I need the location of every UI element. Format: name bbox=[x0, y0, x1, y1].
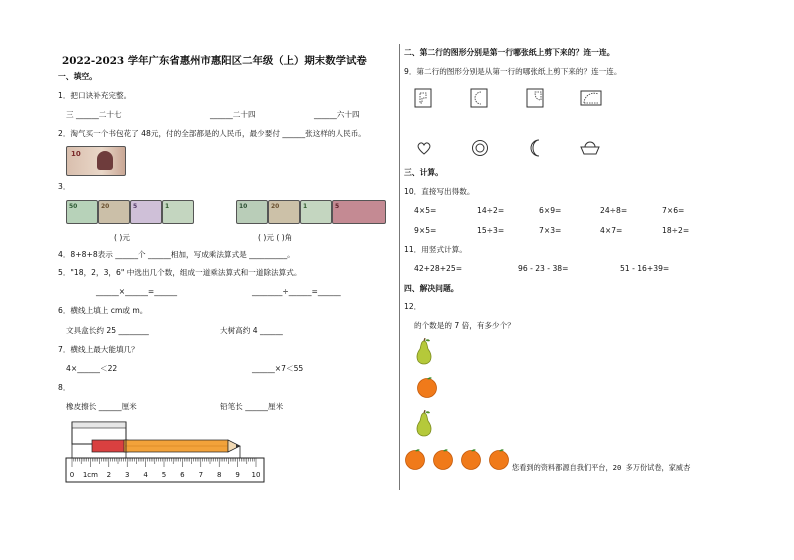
vertical-calc-1: 42+28+25= bbox=[414, 264, 463, 273]
vertical-calc-3: 51 - 16+39= bbox=[620, 264, 670, 273]
question-3-blank-1: ( )元 bbox=[114, 233, 130, 242]
question-11-text: 11．用竖式计算。 bbox=[404, 245, 467, 254]
watermark-text: 您看到的资料都源自我们平台，20 多万份试卷，家威杏 bbox=[512, 463, 691, 472]
calc-row1-5: 7×6= bbox=[662, 206, 685, 215]
question-12-text: 的个数是的 7 倍，有多少个？ bbox=[414, 321, 515, 330]
question-5-text: 5．"18，2，3，6" 中选出几个数，组成一道乘法算式和一道除法算式。 bbox=[58, 268, 302, 277]
question-10-text: 10．直接写出得数。 bbox=[404, 187, 475, 196]
question-5-equation-1: ______×______=______ bbox=[96, 287, 178, 296]
calc-row1-3: 6×9= bbox=[539, 206, 562, 215]
corner-square-icon bbox=[526, 88, 544, 108]
banknote-denomination: 10 bbox=[71, 150, 81, 158]
calc-row1-4: 24÷8= bbox=[600, 206, 628, 215]
calc-row2-5: 18÷2= bbox=[662, 226, 690, 235]
page-title: 2022-2023 学年广东省惠州市惠阳区二年级（上）期末数学试卷 bbox=[62, 55, 367, 67]
ruler-label: 4 bbox=[143, 471, 148, 479]
question-5-equation-2: ________÷______=______ bbox=[252, 287, 341, 296]
ruler-label: 3 bbox=[124, 471, 130, 479]
orange-icon-row-4 bbox=[488, 448, 510, 470]
ruler-illustration bbox=[64, 420, 274, 484]
arc-square-icon bbox=[470, 88, 488, 108]
pear-icon-2 bbox=[414, 410, 434, 438]
question-1-blank-c: ______六十四 bbox=[314, 110, 360, 119]
pear-icon bbox=[414, 338, 434, 366]
banknote-20-b: 20 bbox=[268, 200, 300, 224]
section-1-heading: 一、填空。 bbox=[58, 72, 97, 81]
banknote-20: 20 bbox=[98, 200, 130, 224]
question-8-eraser: 橡皮擦长 ______厘米 bbox=[66, 402, 137, 411]
banknote-1-b: 1 bbox=[300, 200, 332, 224]
banknote-50: 50 bbox=[66, 200, 98, 224]
question-6-blank-b: 大树高约 4 ______ bbox=[220, 326, 283, 335]
folded-square-icon bbox=[414, 88, 432, 108]
ruler-label: 8 bbox=[216, 471, 222, 479]
orange-icon bbox=[416, 376, 438, 398]
question-9-text: 9．第二行的图形分别是从第一行的哪张纸上剪下来的？连一连。 bbox=[404, 67, 622, 76]
section-3-heading: 三、计算。 bbox=[404, 168, 443, 177]
question-3-blank-2: ( )元 ( )角 bbox=[258, 233, 293, 242]
question-3-label: 3． bbox=[58, 182, 71, 191]
fan-rect-icon bbox=[580, 90, 602, 106]
calc-row2-3: 7×3= bbox=[539, 226, 562, 235]
question-6-blank-a: 文具盒长约 25 ________ bbox=[66, 326, 149, 335]
concentric-circle-icon bbox=[471, 139, 489, 157]
ruler-label: 9 bbox=[235, 471, 240, 479]
orange-icon-row-1 bbox=[404, 448, 426, 470]
section-4-heading: 四、解决问题。 bbox=[404, 284, 459, 293]
banknote-10-yuan bbox=[66, 146, 126, 176]
question-4-text: 4．8+8+8表示 ______个 ______相加，写成乘法算式是 __________。 bbox=[58, 250, 295, 259]
heart-icon bbox=[416, 140, 432, 156]
ruler-label: 0 bbox=[69, 471, 75, 479]
basket-icon bbox=[580, 140, 600, 156]
ruler-label: 7 bbox=[198, 471, 204, 479]
question-7-blank-b: ______×7＜55 bbox=[252, 364, 304, 373]
question-8-label: 8． bbox=[58, 383, 71, 392]
section-2-heading: 二、第二行的图形分别是第一行哪张纸上剪下来的？连一连。 bbox=[404, 48, 615, 57]
orange-icon-row-3 bbox=[460, 448, 482, 470]
ruler-label: 1cm bbox=[82, 471, 98, 479]
calc-row2-1: 9×5= bbox=[414, 226, 437, 235]
ruler-label: 5 bbox=[161, 471, 167, 479]
question-1-blank-b: ______二十四 bbox=[210, 110, 256, 119]
banknote-1: 1 bbox=[162, 200, 194, 224]
ruler-label: 6 bbox=[180, 471, 185, 479]
portrait-icon bbox=[97, 151, 113, 170]
question-1-blank-a: 三 ______二十七 bbox=[66, 110, 122, 119]
banknote-10-b: 10 bbox=[236, 200, 268, 224]
question-12-label: 12． bbox=[404, 302, 422, 311]
crescent-icon bbox=[529, 139, 543, 157]
column-divider bbox=[399, 44, 400, 490]
calc-row2-2: 15÷3= bbox=[477, 226, 505, 235]
ruler-drawing bbox=[64, 420, 274, 484]
question-7-text: 7．横线上最大能填几？ bbox=[58, 345, 139, 354]
question-1-label: 1．把口诀补充完整。 bbox=[58, 91, 132, 100]
question-6-text: 6．横线上填上 cm或 m。 bbox=[58, 306, 148, 315]
banknote-5-jiao: 5 bbox=[332, 200, 386, 224]
orange-icon-row-2 bbox=[432, 448, 454, 470]
calc-row2-4: 4×7= bbox=[600, 226, 623, 235]
ruler-label: 2 bbox=[106, 471, 112, 479]
question-7-blank-a: 4×______＜22 bbox=[66, 364, 118, 373]
calc-row1-2: 14÷2= bbox=[477, 206, 505, 215]
banknote-5: 5 bbox=[130, 200, 162, 224]
calc-row1-1: 4×5= bbox=[414, 206, 437, 215]
question-2-text: 2．淘气买一个书包花了 48元，付的全部都是的人民币，最少要付 ______张这样的人民币。 bbox=[58, 129, 366, 138]
vertical-calc-2: 96 - 23 - 38= bbox=[518, 264, 569, 273]
question-8-pencil: 铅笔长 ______厘米 bbox=[220, 402, 284, 411]
ruler-label: 10 bbox=[251, 471, 261, 479]
